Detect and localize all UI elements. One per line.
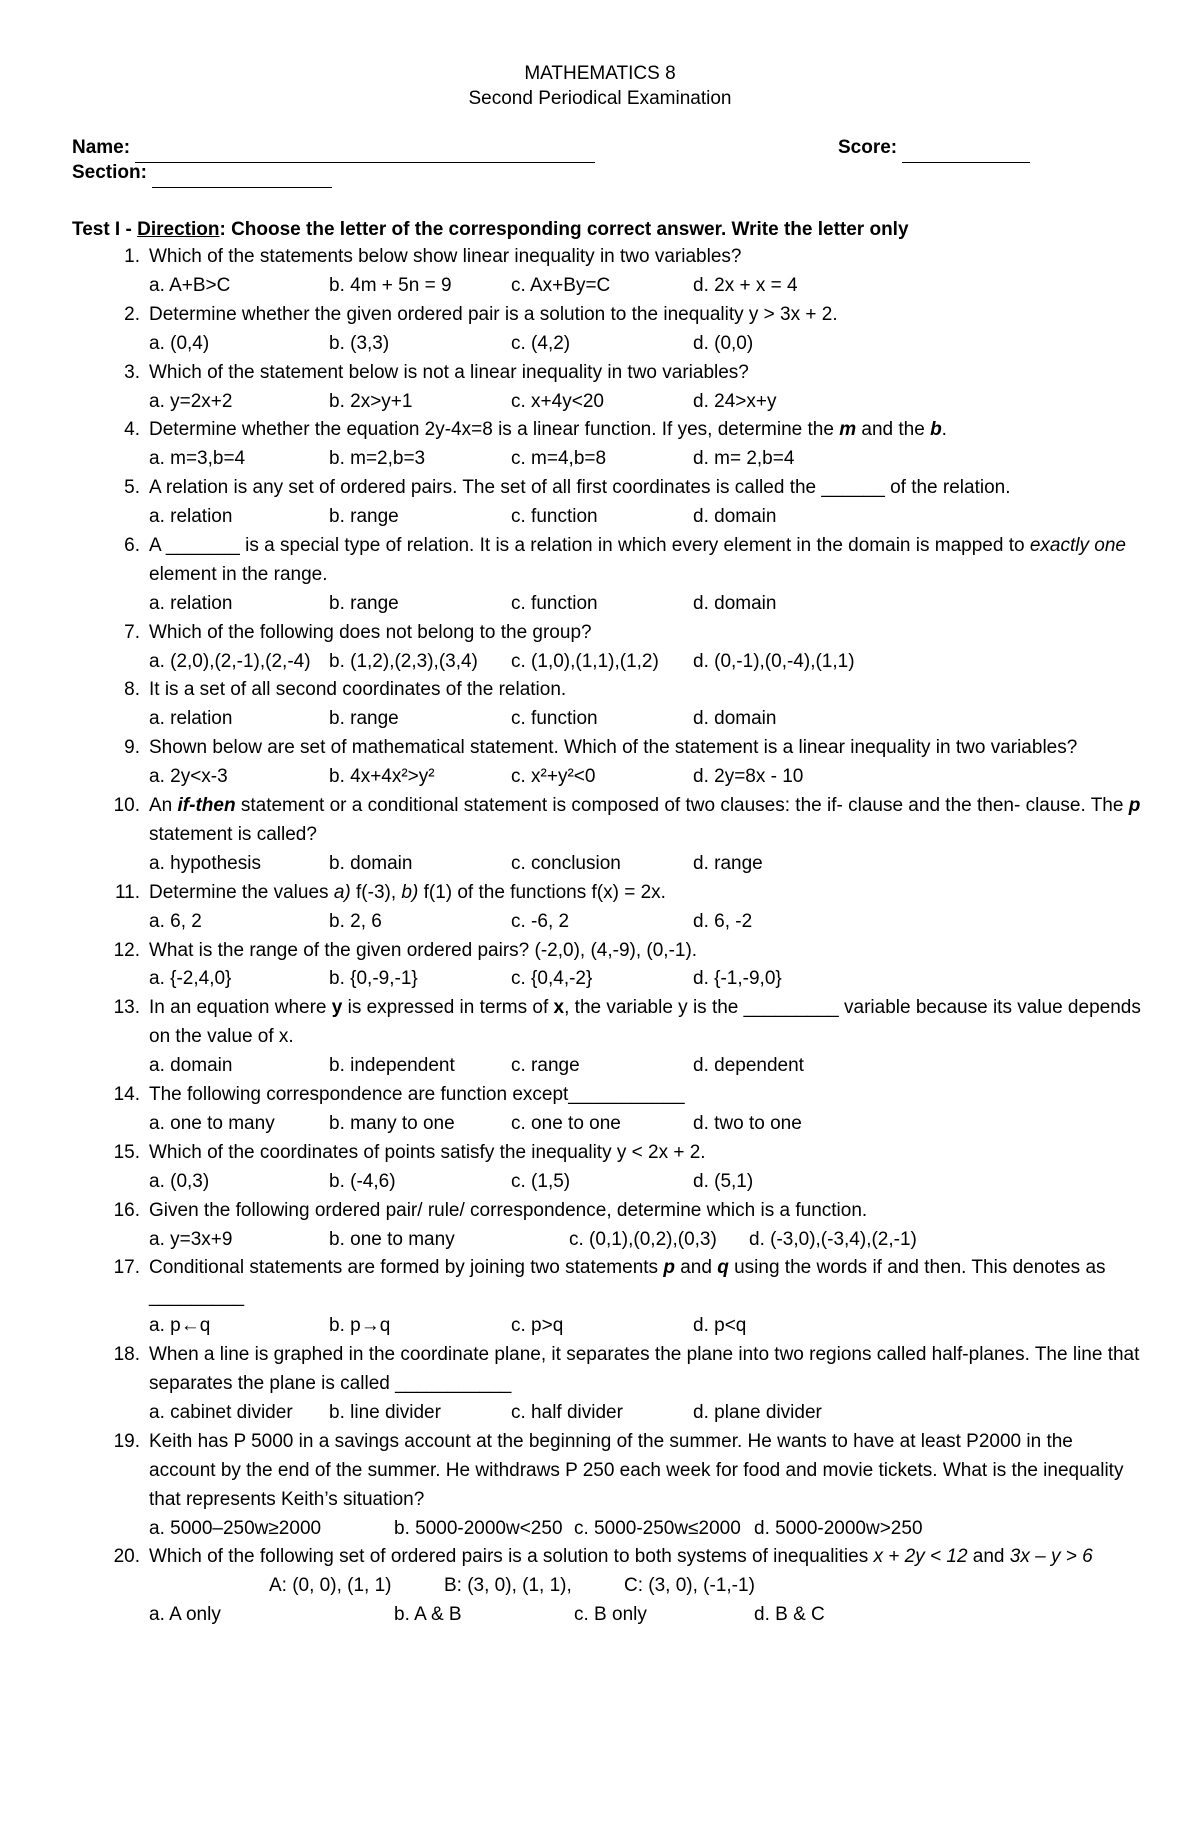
question-number: 20. — [113, 1546, 140, 1568]
choice-c[interactable]: c. B only — [574, 1604, 647, 1626]
choice-a[interactable]: a. cabinet divider — [149, 1401, 293, 1423]
question-stem: Shown below are set of mathematical statement. Which of the statement is a linear inequality in two variables? — [149, 737, 1078, 759]
answer-set: C: (3, 0), (-1,-1) — [624, 1575, 755, 1597]
question-number: 3. — [124, 361, 140, 383]
choice-b[interactable]: b. A & B — [394, 1604, 462, 1626]
stem-emphasis: p — [1128, 795, 1141, 817]
question-14 — [72, 1081, 1142, 1139]
stem-text: . — [941, 419, 947, 441]
answer-choices — [149, 503, 1142, 532]
question-body — [149, 1197, 1142, 1255]
stem-text: , the variable y is the _________ variable because its value depends on the value of x. — [149, 997, 1141, 1048]
question-3 — [72, 359, 1142, 417]
section-field[interactable] — [152, 165, 332, 188]
question-stem — [149, 1543, 1142, 1572]
choice-a[interactable]: a. hypothesis — [149, 852, 261, 874]
stem-text: Which of the following set of ordered pairs is a solution to both systems of inequalities — [149, 1546, 874, 1568]
answer-choices — [149, 1226, 1142, 1255]
question-stem: A relation is any set of ordered pairs. The set of all first coordinates is called the ______ of the relation. — [149, 477, 1011, 499]
question-body — [149, 1139, 1142, 1197]
choice-d[interactable]: d. p<q — [693, 1315, 747, 1337]
question-5 — [72, 474, 1142, 532]
question-stem — [149, 416, 1142, 445]
question-9 — [72, 734, 1142, 792]
choice-d[interactable]: d. 2x + x = 4 — [693, 274, 798, 296]
question-number: 14. — [113, 1084, 140, 1106]
question-16 — [72, 1197, 1142, 1255]
choice-b[interactable]: b. (1,2),(2,3),(3,4) — [329, 650, 478, 672]
choice-d[interactable]: d. range — [693, 852, 763, 874]
choice-b[interactable]: b. p→q — [329, 1315, 391, 1337]
answer-choices — [149, 908, 1142, 937]
answer-choices — [149, 590, 1142, 619]
question-body — [149, 937, 1142, 995]
question-number: 15. — [113, 1141, 140, 1163]
stem-emphasis: if-then — [177, 795, 236, 817]
answer-choices — [149, 1312, 1142, 1341]
choice-b[interactable]: b. range — [329, 592, 399, 614]
choice-c[interactable]: c. m=4,b=8 — [511, 448, 607, 470]
choice-b[interactable]: b. 5000-2000w<250 — [394, 1517, 563, 1539]
choice-d[interactable]: d. 6, -2 — [693, 910, 753, 932]
choice-c[interactable]: c. {0,4,-2} — [511, 968, 593, 990]
stem-text: using the words if and then. This denotes as _________ — [149, 1257, 1106, 1308]
question-body — [149, 1254, 1142, 1341]
stem-text: statement is called? — [149, 823, 317, 845]
question-body — [149, 734, 1142, 792]
choice-a[interactable]: a. A only — [149, 1604, 221, 1626]
stem-text: Determine the values — [149, 881, 334, 903]
question-list — [72, 243, 1142, 1630]
test-direction — [72, 219, 909, 241]
question-number: 2. — [124, 303, 140, 325]
question-number: 1. — [124, 246, 140, 267]
question-15 — [72, 1139, 1142, 1197]
question-stem: Determine whether the given ordered pair is a solution to the inequality y > 3x + 2. — [149, 303, 838, 325]
question-19 — [72, 1428, 1142, 1544]
question-stem: What is the range of the given ordered pairs? (-2,0), (4,-9), (0,-1). — [149, 939, 698, 961]
choice-a[interactable]: a. {-2,4,0} — [149, 968, 232, 990]
question-17 — [72, 1254, 1142, 1341]
choice-b[interactable]: b. 4x+4x²>y² — [329, 766, 435, 788]
question-body — [149, 1543, 1142, 1630]
question-stem: Which of the statement below is not a linear inequality in two variables? — [149, 361, 749, 383]
question-body — [149, 359, 1142, 417]
name-field[interactable] — [135, 140, 595, 163]
choice-a[interactable]: a. y=3x+9 — [149, 1228, 233, 1250]
stem-text: f(1) of the functions f(x) = 2x. — [418, 881, 666, 903]
question-body — [149, 532, 1142, 619]
question-body — [149, 676, 1142, 734]
choice-b[interactable]: b. 2, 6 — [329, 910, 382, 932]
question-stem: The following correspondence are function except___________ — [149, 1084, 685, 1106]
question-1 — [72, 243, 1142, 301]
question-2 — [72, 301, 1142, 359]
stem-text: and — [967, 1546, 1010, 1568]
score-row — [838, 137, 1030, 163]
choice-d[interactable]: d. domain — [693, 592, 777, 614]
question-stem — [149, 879, 1142, 908]
question-stem: Given the following ordered pair/ rule/ correspondence, determine which is a function. — [149, 1199, 868, 1221]
stem-text: is expressed in terms of — [342, 997, 554, 1019]
choice-a[interactable]: a. 6, 2 — [149, 910, 202, 932]
choice-b[interactable]: b. {0,-9,-1} — [329, 968, 418, 990]
question-body — [149, 879, 1142, 937]
question-body — [149, 994, 1142, 1081]
question-number: 6. — [124, 534, 140, 556]
question-number: 9. — [124, 737, 140, 759]
question-6 — [72, 532, 1142, 619]
exam-subtitle: Second Periodical Examination — [468, 88, 732, 109]
stem-emphasis: q — [717, 1257, 729, 1279]
choice-d[interactable]: d. plane divider — [693, 1401, 822, 1423]
question-stem — [149, 792, 1142, 850]
answer-sets — [149, 1572, 1142, 1601]
stem-text: Conditional statements are formed by joining two statements — [149, 1257, 664, 1279]
stem-emphasis: exactly one — [1029, 534, 1126, 556]
choice-a[interactable]: a. (0,3) — [149, 1170, 210, 1192]
question-number: 4. — [124, 419, 140, 441]
choice-b[interactable]: b. domain — [329, 852, 413, 874]
choice-c[interactable]: c. (1,0),(1,1),(1,2) — [511, 650, 659, 672]
question-body — [149, 416, 1142, 474]
question-stem: Keith has P 5000 in a savings account at the beginning of the summer. He wants to have at least P2000 in the account by the end of the summer. He withdraws P 250 each week for food and movie tickets. What is the inequality that represents Keith’s situation? — [149, 1430, 1124, 1510]
choice-a[interactable]: a. (0,4) — [149, 332, 210, 354]
answer-choices — [149, 705, 1142, 734]
choice-c[interactable]: c. half divider — [511, 1401, 623, 1423]
answer-choices — [149, 445, 1142, 474]
choice-a[interactable]: a. A+B>C — [149, 274, 231, 296]
stem-text: and the — [856, 419, 931, 441]
question-body — [149, 243, 1142, 301]
question-number: 5. — [124, 477, 140, 499]
stem-emphasis: a) — [333, 881, 351, 903]
question-8 — [72, 676, 1142, 734]
answer-choices — [149, 1601, 1142, 1630]
choice-c[interactable]: c. function — [511, 592, 598, 614]
choice-b[interactable]: b. (-4,6) — [329, 1170, 396, 1192]
choice-a[interactable]: a. one to many — [149, 1112, 275, 1134]
question-number: 11. — [114, 881, 140, 903]
question-number: 12. — [113, 939, 140, 961]
answer-choices — [149, 1052, 1142, 1081]
question-body — [149, 1428, 1142, 1544]
stem-text: f(-3), — [350, 881, 402, 903]
answer-choices — [149, 763, 1142, 792]
question-number: 8. — [124, 679, 140, 701]
choice-a[interactable]: a. relation — [149, 592, 233, 614]
question-stem — [149, 994, 1142, 1052]
choice-a[interactable]: a. 2y<x-3 — [149, 766, 228, 788]
choice-a[interactable]: a. m=3,b=4 — [149, 448, 246, 470]
choice-d[interactable]: d. domain — [693, 708, 777, 730]
stem-emphasis: y — [331, 997, 343, 1019]
direction-label: Direction — [137, 219, 220, 240]
choice-d[interactable]: d. domain — [693, 506, 777, 528]
question-body — [149, 1341, 1142, 1428]
stem-text: statement or a conditional statement is composed of two clauses: the if- clause and the then- clause. The — [235, 795, 1129, 817]
answer-choices — [149, 1515, 1142, 1544]
score-field[interactable] — [902, 140, 1030, 163]
question-stem — [149, 532, 1142, 590]
question-11 — [72, 879, 1142, 937]
section-label: Section: — [72, 162, 147, 183]
direction-text: : Choose the letter of the corresponding correct answer. Write the letter only — [219, 219, 909, 240]
choice-d[interactable]: d. dependent — [693, 1055, 804, 1077]
question-number: 16. — [113, 1199, 140, 1221]
question-20 — [72, 1543, 1142, 1630]
question-body — [149, 474, 1142, 532]
stem-emphasis: 3x – y > 6 — [1009, 1546, 1093, 1568]
choice-b[interactable]: b. (3,3) — [329, 332, 390, 354]
question-number: 7. — [124, 621, 140, 643]
answer-choices — [149, 272, 1142, 301]
question-stem: Which of the following does not belong to the group? — [149, 621, 592, 643]
question-number: 18. — [113, 1344, 140, 1366]
name-label: Name: — [72, 137, 131, 158]
choice-c[interactable]: c. one to one — [511, 1112, 621, 1134]
choice-d[interactable]: d. (5,1) — [693, 1170, 754, 1192]
section-row — [72, 162, 332, 188]
answer-set: B: (3, 0), (1, 1), — [444, 1575, 572, 1597]
question-10 — [72, 792, 1142, 879]
choice-d[interactable]: d. (0,-1),(0,-4),(1,1) — [693, 650, 855, 672]
question-stem: It is a set of all second coordinates of the relation. — [149, 679, 567, 701]
question-number: 17. — [113, 1257, 140, 1279]
question-number: 13. — [113, 997, 140, 1019]
choice-d[interactable]: d. (-3,0),(-3,4),(2,-1) — [749, 1228, 917, 1250]
choice-c[interactable]: c. x²+y²<0 — [511, 766, 596, 788]
choice-c[interactable]: c. (0,1),(0,2),(0,3) — [569, 1228, 717, 1250]
choice-c[interactable]: c. function — [511, 506, 598, 528]
choice-c[interactable]: c. Ax+By=C — [511, 274, 611, 296]
answer-choices — [149, 1110, 1142, 1139]
choice-d[interactable]: d. {-1,-9,0} — [693, 968, 782, 990]
question-number: 10. — [113, 795, 140, 817]
choice-a[interactable]: a. domain — [149, 1055, 233, 1077]
choice-c[interactable]: c. function — [511, 708, 598, 730]
stem-text: and — [674, 1257, 718, 1279]
exam-title: MATHEMATICS 8 — [524, 63, 676, 84]
stem-emphasis: b — [930, 419, 942, 441]
stem-text: An — [149, 795, 178, 817]
choice-d[interactable]: d. 5000-2000w>250 — [754, 1517, 923, 1539]
question-18 — [72, 1341, 1142, 1428]
answer-choices — [149, 1399, 1142, 1428]
stem-emphasis: p — [663, 1257, 675, 1279]
question-4 — [72, 416, 1142, 474]
choice-c[interactable]: c. (1,5) — [511, 1170, 571, 1192]
question-body — [149, 301, 1142, 359]
choice-a[interactable]: a. relation — [149, 506, 233, 528]
stem-text: element in the range. — [149, 563, 328, 585]
choice-b[interactable]: b. many to one — [329, 1112, 455, 1134]
choice-b[interactable]: b. line divider — [329, 1401, 441, 1423]
stem-emphasis: m — [839, 419, 857, 441]
choice-c[interactable]: c. range — [511, 1055, 580, 1077]
choice-b[interactable]: b. one to many — [329, 1228, 455, 1250]
choice-b[interactable]: b. m=2,b=3 — [329, 448, 426, 470]
question-number: 19. — [113, 1430, 140, 1452]
answer-set: A: (0, 0), (1, 1) — [269, 1575, 392, 1597]
choice-b[interactable]: b. independent — [329, 1055, 455, 1077]
question-body — [149, 619, 1142, 677]
choice-a[interactable]: a. p←q — [149, 1315, 211, 1337]
choice-b[interactable]: b. range — [329, 506, 399, 528]
choice-d[interactable]: d. B & C — [754, 1604, 825, 1626]
question-stem: Which of the coordinates of points satisfy the inequality y < 2x + 2. — [149, 1141, 706, 1163]
choice-d[interactable]: d. (0,0) — [693, 332, 754, 354]
answer-choices — [149, 388, 1142, 417]
choice-b[interactable]: b. 4m + 5n = 9 — [329, 274, 452, 296]
choice-d[interactable]: d. 24>x+y — [693, 390, 777, 412]
stem-emphasis: x — [553, 997, 565, 1019]
answer-choices — [149, 1168, 1142, 1197]
stem-emphasis: x + 2y < 12 — [873, 1546, 968, 1568]
choice-c[interactable]: c. 5000-250w≤2000 — [574, 1517, 741, 1539]
choice-c[interactable]: c. x+4y<20 — [511, 390, 604, 412]
choice-c[interactable]: c. p>q — [511, 1315, 564, 1337]
answer-choices — [149, 648, 1142, 677]
stem-text: In an equation where — [149, 997, 332, 1019]
choice-a[interactable]: a. y=2x+2 — [149, 390, 233, 412]
question-body — [149, 1081, 1142, 1139]
direction-prefix: Test I - — [72, 219, 138, 240]
choice-c[interactable]: c. conclusion — [511, 852, 621, 874]
question-stem: Which of the statements below show linear inequality in two variables? — [149, 246, 742, 267]
choice-a[interactable]: a. 5000–250w≥2000 — [149, 1517, 322, 1539]
question-body — [149, 792, 1142, 879]
choice-d[interactable]: d. m= 2,b=4 — [693, 448, 795, 470]
choice-a[interactable]: a. relation — [149, 708, 233, 730]
answer-choices — [149, 850, 1142, 879]
question-stem: When a line is graphed in the coordinate plane, it separates the plane into two regions called half-planes. The line that separates the plane is called ___________ — [149, 1344, 1140, 1395]
choice-d[interactable]: d. two to one — [693, 1112, 802, 1134]
question-stem — [149, 1254, 1142, 1312]
stem-text: Determine whether the equation 2y-4x=8 is a linear function. If yes, determine the — [149, 419, 840, 441]
choice-c[interactable]: c. -6, 2 — [511, 910, 570, 932]
name-row — [72, 137, 595, 163]
choice-c[interactable]: c. (4,2) — [511, 332, 571, 354]
score-label: Score: — [838, 137, 898, 158]
question-12 — [72, 937, 1142, 995]
choice-a[interactable]: a. (2,0),(2,-1),(2,-4) — [149, 650, 311, 672]
question-7 — [72, 619, 1142, 677]
stem-emphasis: b) — [401, 881, 419, 903]
answer-choices — [149, 330, 1142, 359]
choice-b[interactable]: b. 2x>y+1 — [329, 390, 413, 412]
choice-b[interactable]: b. range — [329, 708, 399, 730]
answer-choices — [149, 965, 1142, 994]
stem-text: A _______ is a special type of relation. It is a relation in which every element in the domain is mapped to — [149, 534, 1030, 556]
question-13 — [72, 994, 1142, 1081]
choice-d[interactable]: d. 2y=8x - 10 — [693, 766, 804, 788]
